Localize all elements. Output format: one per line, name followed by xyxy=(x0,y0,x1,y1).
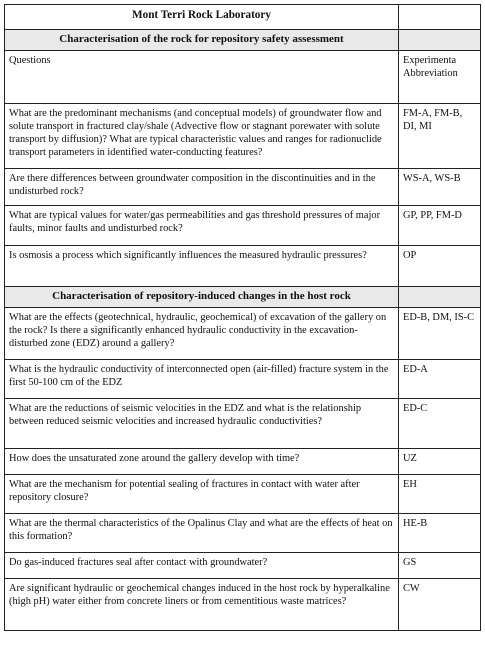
section-empty-cell xyxy=(399,287,481,308)
experiment-code-cell: HE-B xyxy=(399,514,481,553)
experiment-code-cell: WS-A, WS-B xyxy=(399,169,481,206)
question-cell: Do gas-induced fractures seal after contact with groundwater? xyxy=(5,553,399,579)
experiment-code-cell: ED-B, DM, IS-C xyxy=(399,308,481,360)
table-row xyxy=(5,246,481,287)
experiment-code-cell: UZ xyxy=(399,449,481,475)
question-cell: What are the effects (geotechnical, hydraulic, geochemical) of excavation of the gallery on the rock? Is there a significantly enhanced hydraulic conductivity in the excavation-disturbed zone (EDZ) around a gallery? xyxy=(5,308,399,360)
questions-table xyxy=(4,4,481,631)
question-cell: What are typical values for water/gas permeabilities and gas threshold pressures of major faults, minor faults and undisturbed rock? xyxy=(5,206,399,246)
table-row xyxy=(5,449,481,475)
section-heading: Characterisation of the rock for repository safety assessment xyxy=(5,30,399,51)
column-header-abbreviation: Experimenta Abbreviation xyxy=(399,51,481,104)
experiment-code-cell: ED-C xyxy=(399,399,481,449)
question-cell: What are the mechanism for potential sealing of fractures in contact with water after repository closure? xyxy=(5,475,399,514)
question-cell: Are significant hydraulic or geochemical changes induced in the host rock by hyperalkaline (high pH) water either from concrete liners or from cementitious waste matrices? xyxy=(5,579,399,631)
table-row xyxy=(5,475,481,514)
experiment-code-cell: ED-A xyxy=(399,360,481,399)
title-empty-cell xyxy=(399,5,481,30)
table-row xyxy=(5,308,481,360)
question-cell: What are the predominant mechanisms (and conceptual models) of groundwater flow and solute transport in fractured clay/shale (Advective flow or stagnant porewater with solute transport by diffusion)? What are typical characteristic values and ranges for radionuclide transport parameters in identified water-conducting features? xyxy=(5,104,399,169)
question-cell: Are there differences between groundwater composition in the discontinuities and in the undisturbed rock? xyxy=(5,169,399,206)
question-cell: How does the unsaturated zone around the gallery develop with time? xyxy=(5,449,399,475)
table-row xyxy=(5,360,481,399)
experiment-code-cell: CW xyxy=(399,579,481,631)
title-row xyxy=(5,5,481,30)
table-row xyxy=(5,579,481,631)
table-row xyxy=(5,169,481,206)
experiment-code-cell: EH xyxy=(399,475,481,514)
question-cell: What is the hydraulic conductivity of interconnected open (air-filled) fracture system in the first 50-100 cm of the EDZ xyxy=(5,360,399,399)
experiment-code-cell: FM-A, FM-B, DI, MI xyxy=(399,104,481,169)
experiment-code-cell: GP, PP, FM-D xyxy=(399,206,481,246)
section-empty-cell xyxy=(399,30,481,51)
question-cell: Is osmosis a process which significantly influences the measured hydraulic pressures? xyxy=(5,246,399,287)
section-heading-row xyxy=(5,287,481,308)
experiment-code-cell: GS xyxy=(399,553,481,579)
question-cell: What are the reductions of seismic velocities in the EDZ and what is the relationship between reduced seismic velocities and increased hydraulic conductivities? xyxy=(5,399,399,449)
document-title: Mont Terri Rock Laboratory xyxy=(5,5,399,30)
column-header-row xyxy=(5,51,481,104)
table-row xyxy=(5,399,481,449)
document-page xyxy=(4,4,480,631)
section-heading: Characterisation of repository-induced changes in the host rock xyxy=(5,287,399,308)
column-header-questions: Questions xyxy=(5,51,399,104)
table-row xyxy=(5,206,481,246)
table-row xyxy=(5,104,481,169)
table-row xyxy=(5,514,481,553)
table-row xyxy=(5,553,481,579)
experiment-code-cell: OP xyxy=(399,246,481,287)
question-cell: What are the thermal characteristics of the Opalinus Clay and what are the effects of heat on this formation? xyxy=(5,514,399,553)
section-heading-row xyxy=(5,30,481,51)
